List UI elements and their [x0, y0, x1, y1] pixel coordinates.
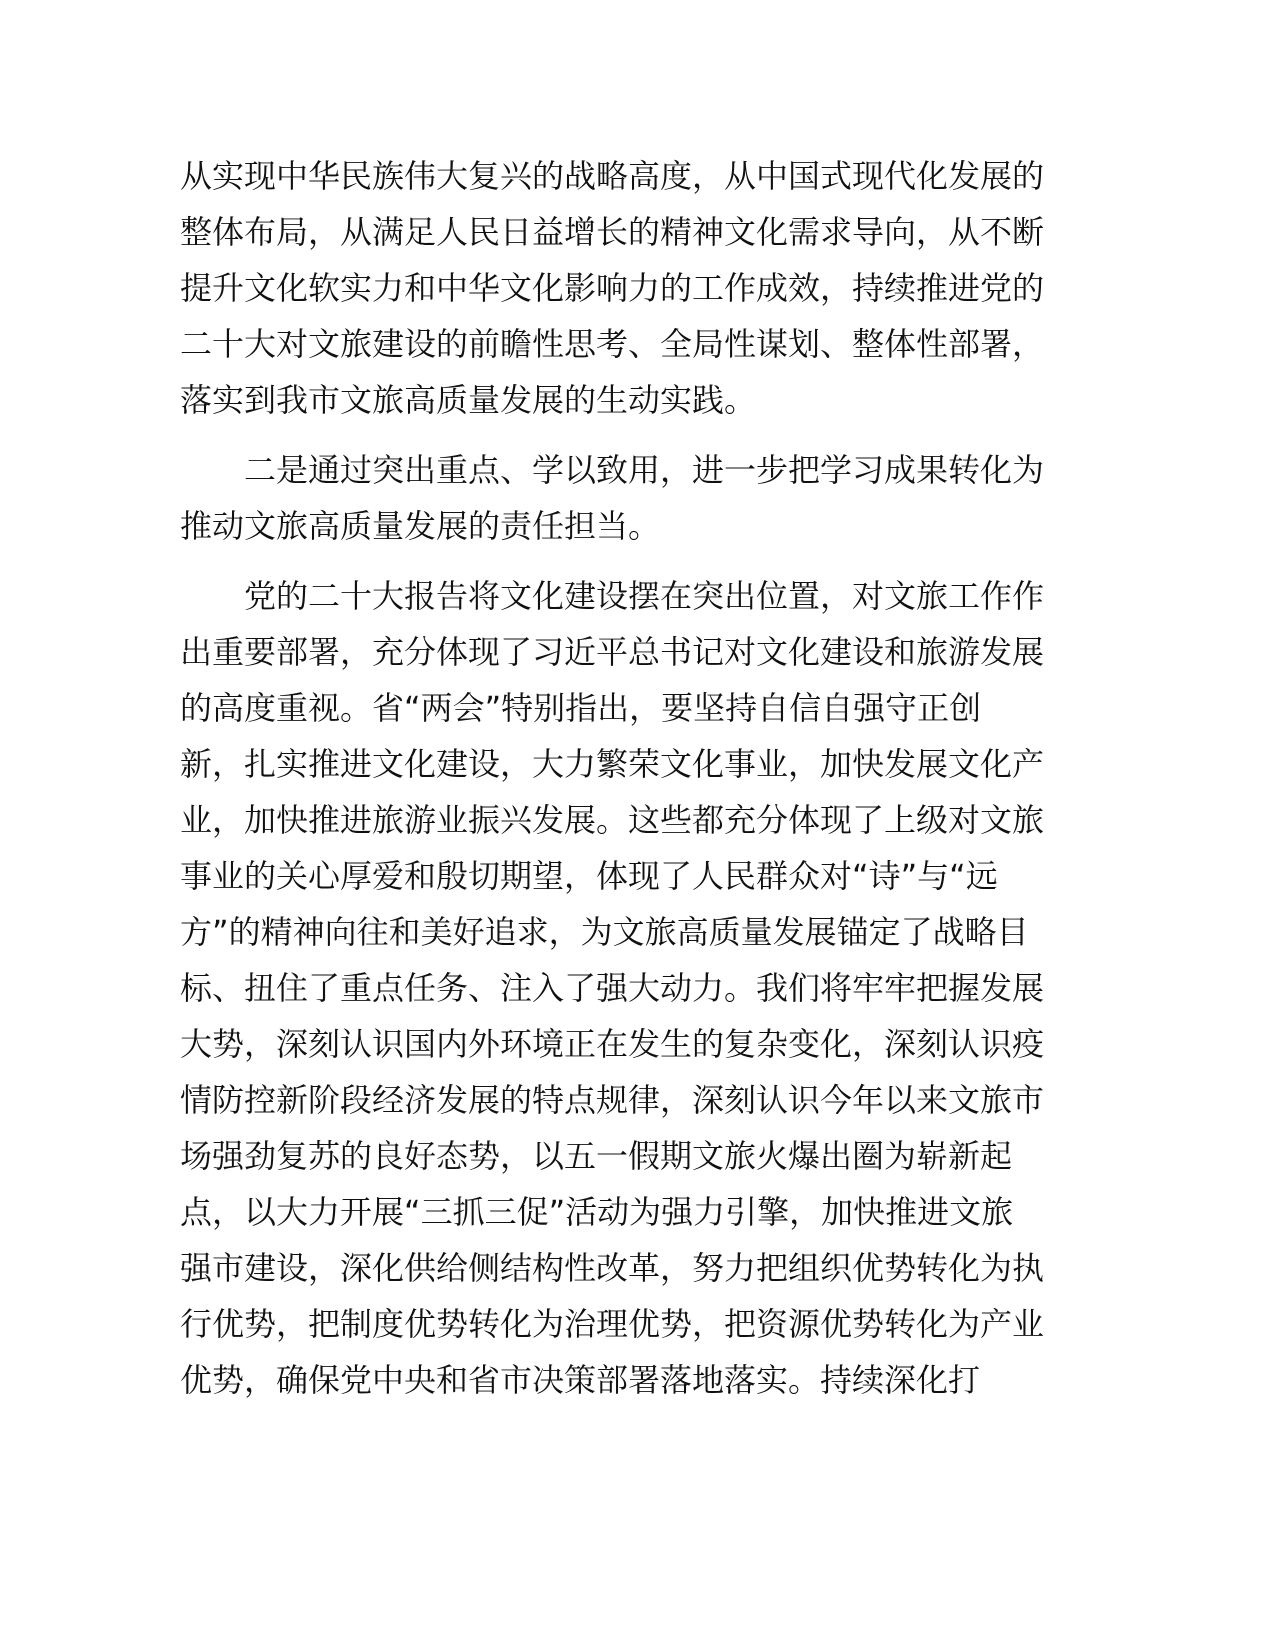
paragraph-1 [180, 148, 1045, 428]
paragraph-gap [180, 428, 1040, 442]
text-line: 点，以大力开展“三抓三促”活动为强力引擎，加快推进文旅 [180, 1193, 1014, 1231]
text-line: 出重要部署，充分体现了习近平总书记对文化建设和旅游发展 [180, 633, 1045, 671]
paragraph-gap [180, 554, 1040, 568]
text-line: 方”的精神向往和美好追求，为文旅高质量发展锚定了战略目 [180, 913, 1029, 951]
text-line: 整体布局，从满足人民日益增长的精神文化需求导向，从不断 [180, 213, 1045, 251]
text-line: 二十大对文旅建设的前瞻性思考、全局性谋划、整体性部署， [180, 325, 1045, 363]
paragraph-2 [180, 442, 1045, 554]
text-line: 二是通过突出重点、学以致用，进一步把学习成果转化为 [244, 451, 1045, 489]
text-line: 落实到我市文旅高质量发展的生动实践。 [180, 381, 757, 419]
text-line: 业，加快推进旅游业振兴发展。这些都充分体现了上级对文旅 [180, 801, 1045, 839]
text-line: 党的二十大报告将文化建设摆在突出位置，对文旅工作作 [244, 577, 1045, 615]
text-line: 大势，深刻认识国内外环境正在发生的复杂变化，深刻认识疫 [180, 1025, 1045, 1063]
text-line: 场强劲复苏的良好态势，以五一假期文旅火爆出圈为崭新起 [180, 1137, 1013, 1175]
text-line: 推动文旅高质量发展的责任担当。 [180, 507, 661, 545]
text-line: 新，扎实推进文化建设，大力繁荣文化事业，加快发展文化产 [180, 745, 1045, 783]
text-line: 情防控新阶段经济发展的特点规律，深刻认识今年以来文旅市 [180, 1081, 1045, 1119]
text-line: 从实现中华民族伟大复兴的战略高度，从中国式现代化发展的 [180, 157, 1045, 195]
text-line: 行优势，把制度优势转化为治理优势，把资源优势转化为产业 [180, 1305, 1045, 1343]
text-line: 的高度重视。省“两会”特别指出，要坚持自信自强守正创 [180, 689, 982, 727]
text-line: 事业的关心厚爱和殷切期望，体现了人民群众对“诗”与“远 [180, 857, 998, 895]
text-line: 标、扭住了重点任务、注入了强大动力。我们将牢牢把握发展 [180, 969, 1045, 1007]
text-line: 提升文化软实力和中华文化影响力的工作成效，持续推进党的 [180, 269, 1045, 307]
document-page [180, 148, 1045, 1408]
text-line: 优势，确保党中央和省市决策部署落地落实。持续深化打 [180, 1361, 981, 1399]
text-line: 强市建设，深化供给侧结构性改革，努力把组织优势转化为执 [180, 1249, 1045, 1287]
paragraph-3 [180, 568, 1045, 1408]
